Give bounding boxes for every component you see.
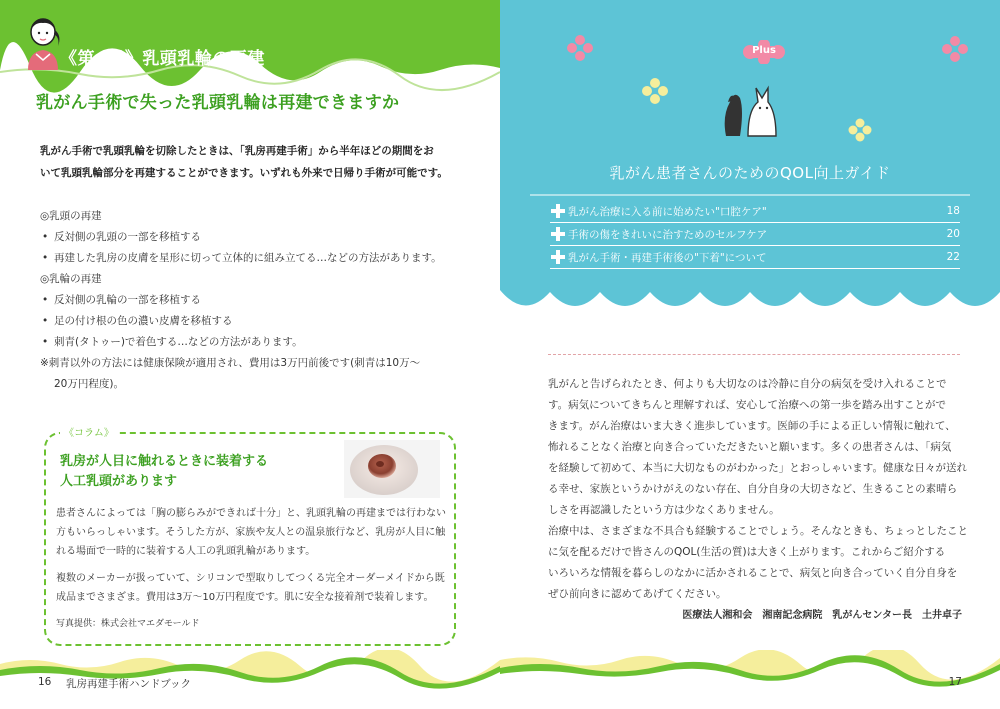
divider — [548, 354, 960, 355]
plus-cross-icon — [550, 249, 566, 265]
column-heading: 乳房が人目に触れるときに装着する 人工乳頭があります — [60, 454, 269, 489]
intro-paragraph: 乳がん手術で乳頭乳輪を切除したときは、「乳房再建手術」から半年ほどの期間をお いて乳頭乳輪部分を再建することができます。いずれも外来で日帰り手術が可能です。 — [40, 145, 448, 179]
signature: 医療法人湘和会 湘南記念病院 乳がんセンター長 土井卓子 — [682, 610, 962, 621]
plus-label: Plus — [752, 45, 776, 56]
page-number: 16 — [38, 676, 52, 688]
chapter-title: 《第4章》乳頭乳輪の再建 — [60, 49, 265, 69]
pink-flower-icon — [942, 36, 968, 62]
nipple-heading: ◎乳頭の再建 — [40, 210, 102, 222]
yellow-flower-icon — [642, 78, 668, 104]
plus-cross-icon — [550, 203, 566, 219]
table-of-contents — [550, 200, 960, 269]
toc-row-underwear[interactable] — [550, 246, 960, 269]
toc-page: 22 — [946, 251, 960, 263]
toc-label: 乳がん治療に入る前に始めたい"口腔ケア" — [568, 205, 767, 218]
page-title: 乳がん手術で失った乳頭乳輪は再建できますか — [36, 93, 400, 113]
plus-cross-icon — [550, 226, 566, 242]
toc-label: 乳がん手術・再建手術後の"下着"について — [568, 251, 767, 264]
qol-guide-title: 乳がん患者さんのためのQOL向上ガイド — [609, 164, 891, 182]
doctor-message: 乳がんと告げられたとき、何よりも大切なのは冷静に自分の病気を受け入れることで す。病気についてきちんと理解すれば、安心して治療への第一歩を踏み出すことがで きます。がん治療はいま大きく進歩しています。医師の手による正しい情報に触れて、 怖れることなく治療と向き合っていただきたいと願います。多くの患者さんは、「病気 を経験して初めて、本当に大切なものがわかった」とおっしゃいます。健康な日々が送れ る幸せ、家族というかけがえのない存在、自分自身の大切さなど、生きることの素晴ら しさを再認識したという方は少なくありません。 治療中は、さまざまな不具合も経験することでしょう。そんなときも、ちょっとしたこと に気を配るだけで皆さんのQOL(生活の質)は大きく上がります。これからご紹介する いろいろな情報を暮らしのなかに活かされることで、病気と向き合っていく自分自身を ぜひ前向きに認めてあげてください。 — [548, 378, 968, 600]
column-body: 患者さんによっては「胸の膨らみができれば十分」と、乳頭乳輪の再建までは行わない 方もいらっしゃいます。そうした方が、家族や友人との温泉旅行など、乳房が人目に触 れる場面で一時的に装着する人工の乳頭乳輪があります。 複数のメーカーが扱っていて、シリコンで型取りしてつくる完全オーダーメイドから既 成品までさまざま。費用は3万〜10万円程度です。肌に安全な接着剤で装着します。 — [56, 508, 446, 603]
pink-flower-icon — [566, 34, 594, 62]
reconstruction-methods-list — [40, 206, 470, 395]
page-number: 17 — [948, 676, 962, 688]
book-title: 乳房再建手術ハンドブック — [66, 678, 191, 690]
photo-credit: 写真提供：株式会社マエダモールド — [56, 619, 200, 629]
column-label: 《コラム》 — [60, 424, 118, 439]
yellow-flower-icon — [848, 118, 872, 142]
footer-wave-right — [500, 650, 1000, 709]
artificial-nipple-photo — [344, 440, 440, 498]
cost-note: ※刺青以外の方法には健康保険が適用され、費用は3万円前後です(刺青は10万〜 20万円程度)。 — [40, 357, 421, 390]
list-item: • 刺青(タトゥー)で着色する…などの方法があります。 — [40, 332, 470, 353]
list-item: • 再建した乳房の皮膚を星形に切って立体的に組み立てる…などの方法があります。 — [40, 248, 470, 269]
toc-label: 手術の傷をきれいに治すためのセルフケア — [568, 228, 768, 241]
toc-page: 18 — [946, 205, 960, 217]
list-item: • 足の付け根の色の濃い皮膚を移植する — [40, 311, 470, 332]
list-item: • 反対側の乳輪の一部を移植する — [40, 290, 470, 311]
toc-page: 20 — [946, 228, 960, 240]
list-item: • 反対側の乳頭の一部を移植する — [40, 227, 470, 248]
areola-heading: ◎乳輪の再建 — [40, 273, 102, 285]
cat-dog-illustration-icon — [718, 80, 782, 138]
toc-row-oral-care[interactable] — [550, 200, 960, 223]
toc-row-scar-selfcare[interactable] — [550, 223, 960, 246]
